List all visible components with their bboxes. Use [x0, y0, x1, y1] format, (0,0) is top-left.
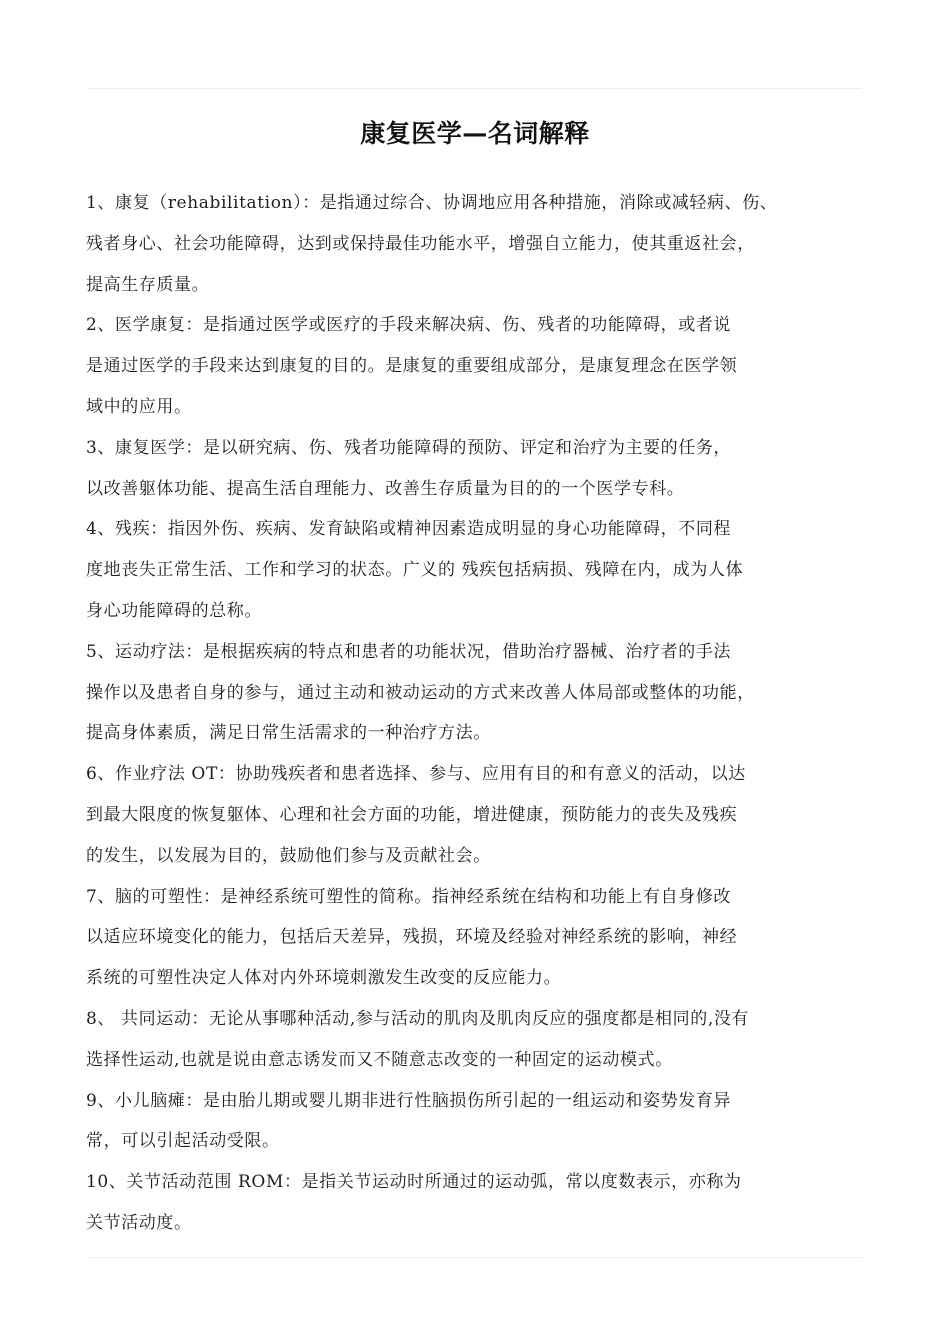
definition-entry-8 — [86, 999, 866, 1081]
definition-line: 2、医学康复：是指通过医学或医疗的手段来解决病、伤、残者的功能障碍，或者说 — [86, 315, 732, 336]
definition-line: 7、脑的可塑性：是神经系统可塑性的简称。指神经系统在结构和功能上有自身修改 — [86, 886, 732, 907]
definition-line: 5、运动疗法：是根据疾病的特点和患者的功能状况，借助治疗器械、治疗者的手法 — [86, 641, 732, 662]
definition-line: 到最大限度的恢复躯体、心理和社会方面的功能，增进健康，预防能力的丧失及残疾 — [86, 804, 738, 825]
definition-line: 以改善躯体功能、提高生活自理能力、改善生存质量为目的的一个医学专科。 — [86, 478, 685, 499]
definition-entry-2 — [86, 305, 866, 427]
definition-entry-4 — [86, 509, 866, 631]
definition-line: 身心功能障碍的总称。 — [86, 600, 262, 621]
definition-line: 是通过医学的手段来达到康复的目的。是康复的重要组成部分，是康复理念在医学领 — [86, 356, 738, 377]
definition-line: 常，可以引起活动受限。 — [86, 1131, 280, 1152]
definition-entry-3 — [86, 428, 866, 510]
bottom-divider — [88, 1257, 862, 1258]
definition-line: 3、康复医学：是以研究病、伤、残者功能障碍的预防、评定和治疗为主要的任务， — [86, 437, 732, 458]
definition-entry-7 — [86, 877, 866, 999]
definition-line: 域中的应用。 — [86, 396, 192, 417]
definitions-list — [86, 183, 866, 1244]
definition-line: 4、残疾：指因外伤、疾病、发育缺陷或精神因素造成明显的身心功能障碍，不同程 — [86, 519, 732, 540]
definition-line: 9、小儿脑瘫：是由胎儿期或婴儿期非进行性脑损伤所引起的一组运动和姿势发育异 — [86, 1090, 732, 1111]
page-title: 康复医学—名词解释 — [360, 119, 590, 148]
definition-line: 以适应环境变化的能力，包括后天差异，残损，环境及经验对神经系统的影响，神经 — [86, 927, 738, 948]
definition-line: 6、作业疗法 OT：协助残疾者和患者选择、参与、应用有目的和有意义的活动，以达 — [86, 764, 746, 785]
top-divider — [88, 88, 862, 89]
definition-line: 选择性运动,也就是说由意志诱发而又不随意志改变的一种固定的运动模式。 — [86, 1049, 673, 1070]
definition-line: 10、关节活动范围 ROM：是指关节运动时所通过的运动弧，常以度数表示，亦称为 — [86, 1172, 742, 1193]
definition-entry-1 — [86, 183, 866, 305]
definition-line: 1、康复（rehabilitation）：是指通过综合、协调地应用各种措施，消除或减轻病、伤、 — [86, 193, 778, 213]
definition-line: 度地丧失正常生活、工作和学习的状态。广义的 残疾包括病损、残障在内，成为人体 — [86, 560, 744, 581]
definition-line: 操作以及患者自身的参与，通过主动和被动运动的方式来改善人体局部或整体的功能， — [86, 682, 755, 703]
definition-line: 残者身心、社会功能障碍，达到或保持最佳功能水平，增强自立能力，使其重返社会， — [86, 233, 755, 254]
definition-line: 提高生存质量。 — [86, 274, 210, 295]
definition-entry-9 — [86, 1081, 866, 1163]
definition-entry-5 — [86, 632, 866, 754]
definition-line: 关节活动度。 — [86, 1212, 192, 1233]
definition-line: 的发生，以发展为目的，鼓励他们参与及贡献社会。 — [86, 845, 491, 866]
definition-line: 提高身体素质，满足日常生活需求的一种治疗方法。 — [86, 723, 491, 744]
definition-entry-10 — [86, 1162, 866, 1244]
definition-entry-6 — [86, 754, 866, 876]
definition-line: 8、 共同运动：无论从事哪种活动,参与活动的肌肉及肌肉反应的强度都是相同的,没有 — [86, 1008, 750, 1029]
definition-line: 系统的可塑性决定人体对内外环境刺激发生改变的反应能力。 — [86, 968, 562, 989]
